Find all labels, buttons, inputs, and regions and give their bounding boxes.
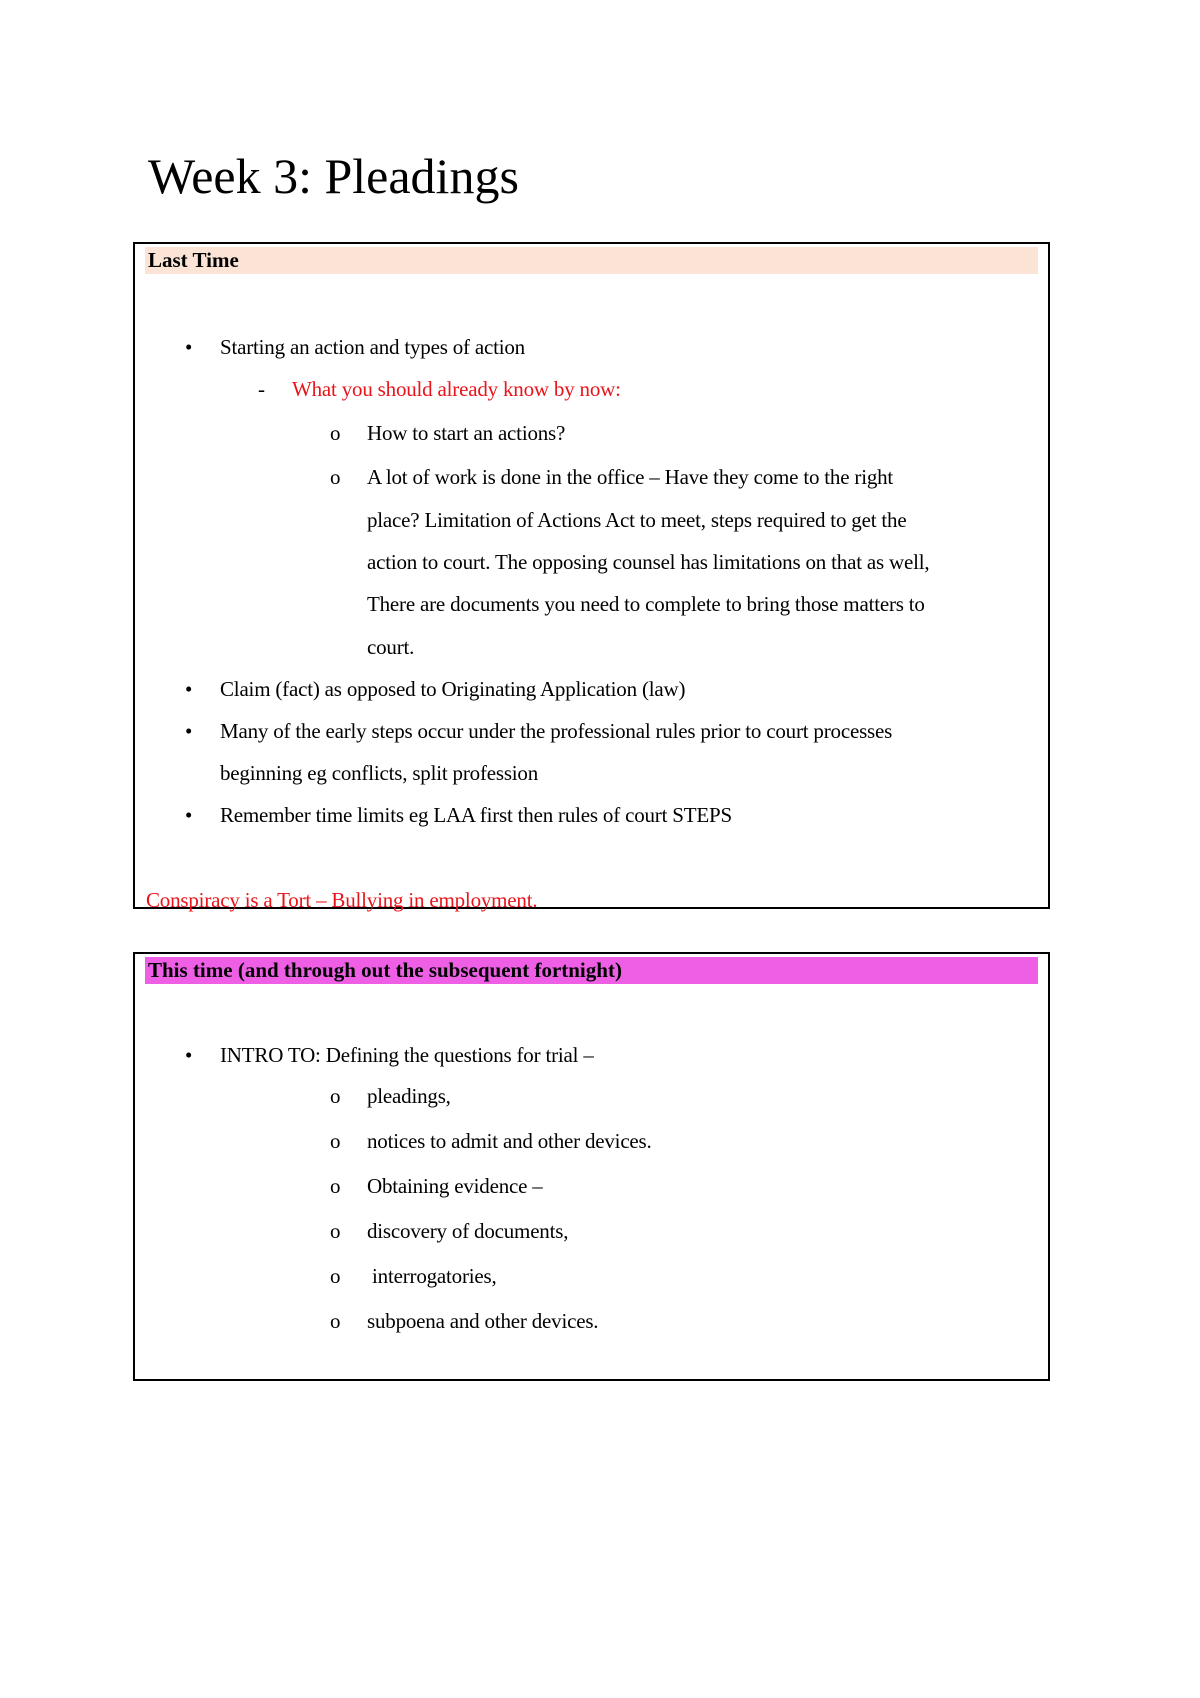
this-time-box (133, 952, 1050, 1381)
o-marker: o (330, 1129, 341, 1153)
bullet-marker: • (185, 719, 193, 743)
this-time-item-1: INTRO TO: Defining the questions for trial – (220, 1043, 594, 1067)
last-time-item-3-line: beginning eg conflicts, split profession (220, 761, 539, 785)
this-time-sub-item: pleadings, (367, 1084, 451, 1108)
last-time-item-2: Claim (fact) as opposed to Originating Application (law) (220, 677, 686, 701)
last-time-item-1: Starting an action and types of action (220, 335, 525, 359)
last-time-sub-item-1: How to start an actions? (367, 421, 566, 445)
o-marker: o (330, 421, 341, 445)
this-time-sub-item: interrogatories, (367, 1264, 497, 1288)
this-time-sub-item: Obtaining evidence – (367, 1174, 543, 1198)
last-time-sub-item-2-line: place? Limitation of Actions Act to meet, steps required to get the (367, 508, 907, 532)
last-time-sub-item-2-line: There are documents you need to complete to bring those matters to (367, 592, 925, 616)
o-marker: o (330, 1219, 341, 1243)
last-time-heading: Last Time (145, 247, 1038, 274)
o-marker: o (330, 1084, 341, 1108)
bullet-marker: • (185, 335, 193, 359)
bullet-marker: • (185, 677, 193, 701)
o-marker: o (330, 465, 341, 489)
o-marker: o (330, 1174, 341, 1198)
this-time-sub-item: notices to admit and other devices. (367, 1129, 652, 1153)
last-time-sub-item-2-line: court. (367, 635, 415, 659)
last-time-item-4: Remember time limits eg LAA first then rules of court STEPS (220, 803, 732, 827)
last-time-item-3-line: Many of the early steps occur under the professional rules prior to court processes (220, 719, 893, 743)
last-time-note: Conspiracy is a Tort – Bullying in employment. (146, 888, 538, 912)
o-marker: o (330, 1309, 341, 1333)
bullet-marker: • (185, 803, 193, 827)
page-title: Week 3: Pleadings (148, 148, 519, 204)
o-marker: o (330, 1264, 341, 1288)
last-time-subheading: What you should already know by now: (292, 377, 621, 401)
this-time-heading: This time (and through out the subsequent fortnight) (145, 957, 1038, 984)
last-time-sub-item-2-line: action to court. The opposing counsel has limitations on that as well, (367, 550, 930, 574)
this-time-sub-item: subpoena and other devices. (367, 1309, 599, 1333)
last-time-box (133, 242, 1050, 912)
last-time-sub-item-2-line: A lot of work is done in the office – Have they come to the right (367, 465, 894, 489)
dash-marker: - (258, 377, 265, 401)
bullet-marker: • (185, 1043, 193, 1067)
this-time-sub-item: discovery of documents, (367, 1219, 569, 1243)
